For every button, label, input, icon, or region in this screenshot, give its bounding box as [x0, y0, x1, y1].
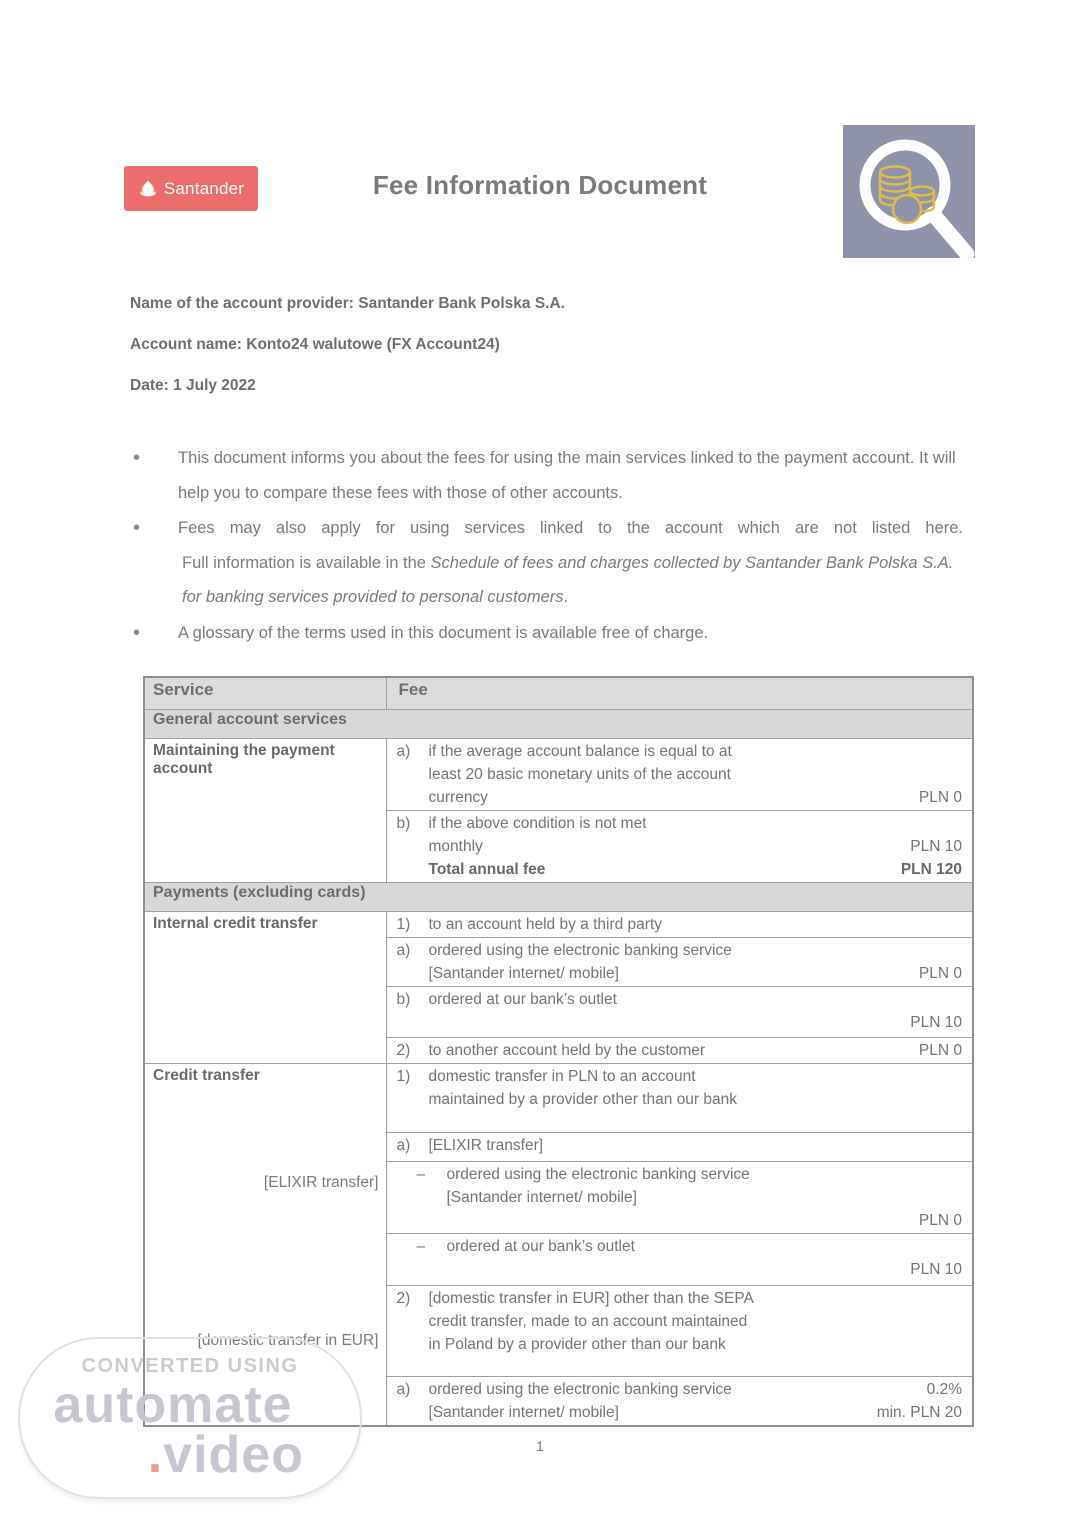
bullet-item: • Fees may also apply for using services linked to the account which are not listed here. Full information is available in the Schedule of fees and charges collected by Santander Bank Polska S.A. for banking services provided to personal customers.: [130, 511, 963, 615]
fee-cell: 1) to an account held by a third party: [386, 912, 973, 938]
watermark-brand: automate: [53, 1376, 293, 1434]
section-label: General account services: [144, 710, 973, 739]
table-row: [144, 1064, 973, 1133]
bullet-item: • This document informs you about the fees for using the main services linked to the payment account. It will help you to compare these fees with those of other accounts.: [130, 441, 963, 510]
watermark-caption: CONVERTED USING: [81, 1355, 299, 1377]
section-label: Payments (excluding cards): [144, 883, 973, 912]
converted-watermark: [18, 1337, 362, 1499]
fee-table: [143, 676, 974, 1427]
intro-bullets: [130, 441, 963, 651]
fee-column-header: Fee: [386, 677, 973, 710]
watermark-dot: .: [147, 1426, 164, 1484]
fee-cell: a) [ELIXIR transfer]: [386, 1133, 973, 1162]
table-row: [144, 912, 973, 938]
logo-label: Santander: [163, 178, 245, 198]
fee-cell: b) if the above condition is not met monthly PLN 10 Total annual fee PLN 120: [386, 811, 973, 883]
provider-line: Name of the account provider: Santander Bank Polska S.A.: [130, 295, 565, 312]
fee-cell: 2) to another account held by the customer PLN 0: [386, 1038, 973, 1064]
account-name-line: Account name: Konto24 walutowe (FX Account24): [130, 336, 500, 353]
fee-cell: b) ordered at our bank’s outlet PLN 10: [386, 987, 973, 1038]
service-internal-credit-transfer: Internal credit transfer: [144, 912, 386, 1064]
service-maintaining-account: Maintaining the payment account: [144, 739, 386, 883]
fee-cell: a) ordered using the electronic banking service 0.2% [Santander internet/ mobile] min. PLN 20: [386, 1377, 973, 1427]
bullet-item: • A glossary of the terms used in this document is available free of charge.: [130, 616, 963, 651]
account-meta: [130, 296, 565, 419]
fee-cell: 2) [domestic transfer in EUR] other than the SEPA credit transfer, made to an account maintained in Poland by a provider other than our bank: [386, 1286, 973, 1377]
fee-cell: 1) domestic transfer in PLN to an account maintained by a provider other than our bank: [386, 1064, 973, 1133]
fee-cell: – ordered at our bank’s outlet PLN 10: [386, 1234, 973, 1286]
service-credit-transfer: Credit transfer [ELIXIR transfer] [domestic transfer in EUR]: [144, 1064, 386, 1427]
table-header-row: [144, 677, 973, 710]
fee-cell: a) if the average account balance is equal to at least 20 basic monetary units of the account currency PLN 0: [386, 739, 973, 811]
service-column-header: Service: [144, 677, 386, 710]
date-line: Date: 1 July 2022: [130, 377, 256, 394]
section-general-account-services: [144, 710, 973, 739]
section-payments-excluding-cards: [144, 883, 973, 912]
magnifier-coins-icon: [843, 125, 975, 258]
fee-cell: – ordered using the electronic banking service [Santander internet/ mobile] PLN 0: [386, 1162, 973, 1234]
page-title: Fee Information Document: [372, 170, 708, 200]
service-sublabel-domestic-eur: [domestic transfer in EUR]: [197, 1332, 379, 1349]
page-number: 1: [536, 1438, 544, 1454]
fee-cell: a) ordered using the electronic banking service [Santander internet/ mobile] PLN 0: [386, 938, 973, 987]
watermark-brand-suffix: .video: [147, 1426, 304, 1484]
service-sublabel-elixir: [ELIXIR transfer]: [263, 1174, 379, 1191]
table-row: [144, 739, 973, 811]
